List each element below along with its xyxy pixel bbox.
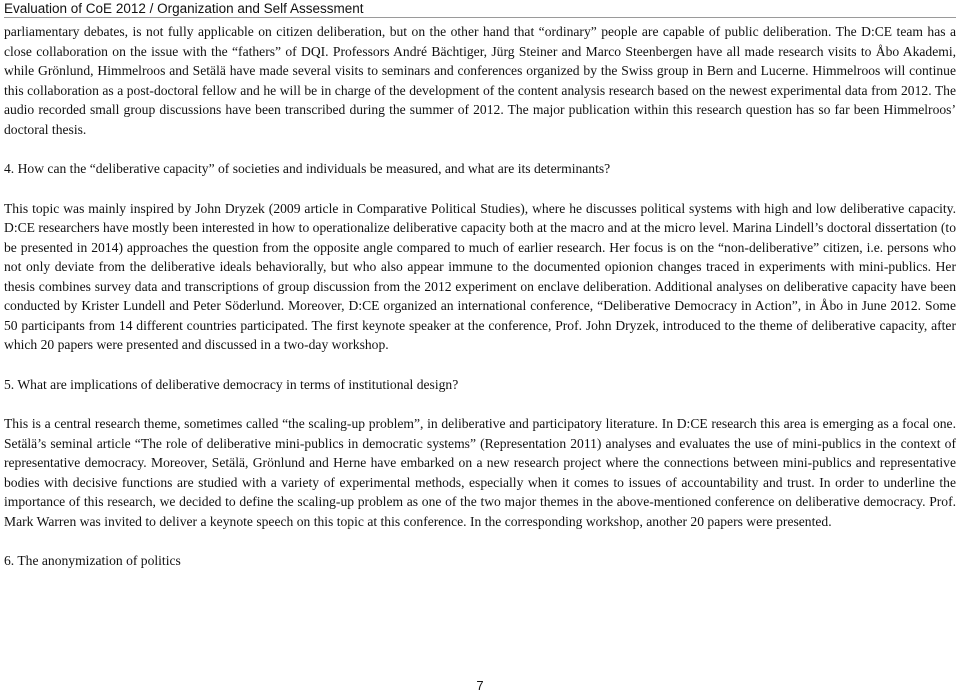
document-body <box>4 22 956 571</box>
paragraph-spacer <box>4 531 956 551</box>
question-heading-5: 5. What are implications of deliberative democracy in terms of institutional design? <box>4 376 459 392</box>
paragraph-deliberative-capacity: This topic was mainly inspired by John Dryzek (2009 article in Comparative Political Studies), where he discusses political systems with high and low deliberative capacity. D:CE researchers have mostly been interested in how to operationalize deliberative capacity both at the macro and at the micro level. Marina Lindell’s doctoral dissertation (to be presented in 2014) approaches the question from the opposite angle compared to much of earlier research. Her focus is on the “non-deliberative” citizen, i.e. persons who not only deviate from the deliberative ideals behaviorally, but who also appear immune to the documented opionion changes traced in experiments with mini-publics. Her thesis combines survey data and transcriptions of group discussion from the 2012 experiment on enclave deliberation. Additional analyses on deliberative capacity have been conducted by Krister Lundell and Peter Söderlund. Moreover, D:CE organized an international conference, “Deliberative Democracy in Action”, in Åbo in June 2012. Some 50 participants from 14 different countries participated. The first keynote speaker at the conference, Prof. John Dryzek, introduced to the theme of deliberative capacity, after which 20 papers were presented and discussed in a two-day workshop. <box>4 200 956 352</box>
question-heading-6: 6. The anonymization of politics <box>4 553 181 568</box>
paragraph-spacer <box>4 394 956 414</box>
paragraph-dqi-collaboration: parliamentary debates, is not fully applicable on citizen deliberation, but on the other hand that “ordinary” people are capable of public deliberation. The D:CE team has a close collaboration on the issue with the “fathers” of DQI. Professors André Bächtiger, Jürg Steiner and Marco Steenbergen have all made research visits to Åbo Akademi, while Grönlund, Himmelroos and Setälä have made several visits to seminars and conferences organized by the Swiss group in Bern and Lucerne. Himmelroos will continue this collaboration as a post-doctoral fellow and he will be in charge of the development of the content analysis research based on the newest experimental data from 2012. The audio recorded small group discussions have been transcribed during the summer of 2012. The major publication within this research question has so far been Himmelroos’ doctoral thesis. <box>4 24 956 137</box>
paragraph-spacer <box>4 139 956 159</box>
paragraph-spacer <box>4 179 956 199</box>
question-heading-4: 4. How can the “deliberative capacity” of societies and individuals be measured, and what are its determinants? <box>4 161 611 176</box>
page-number: 7 <box>476 678 484 693</box>
paragraph-spacer <box>4 355 956 375</box>
paragraph-scaling-up: This is a central research theme, sometimes called “the scaling-up problem”, in deliberative and participatory literature. In D:CE research this area is emerging as a focal one. Setälä’s seminal article “The role of deliberative mini-publics in democratic systems” (Representation 2011) analyses and evaluates the use of mini-publics in the context of representative democracy. Moreover, Setälä, Grönlund and Herne have embarked on a new research project where the connections between mini-publics and representative bodies with decisive functions are studied with a variety of experimental methods, especially when it comes to issues of accountability and trust. In order to underline the importance of this research, we decided to define the scaling-up problem as one of the two major themes in the above-mentioned conference on deliberative democracy. Prof. Mark Warren was invited to deliver a keynote speech on this topic at this conference. In the corresponding workshop, another 20 papers were presented. <box>4 416 956 529</box>
running-header: Evaluation of CoE 2012 / Organization and Self Assessment <box>4 0 956 18</box>
